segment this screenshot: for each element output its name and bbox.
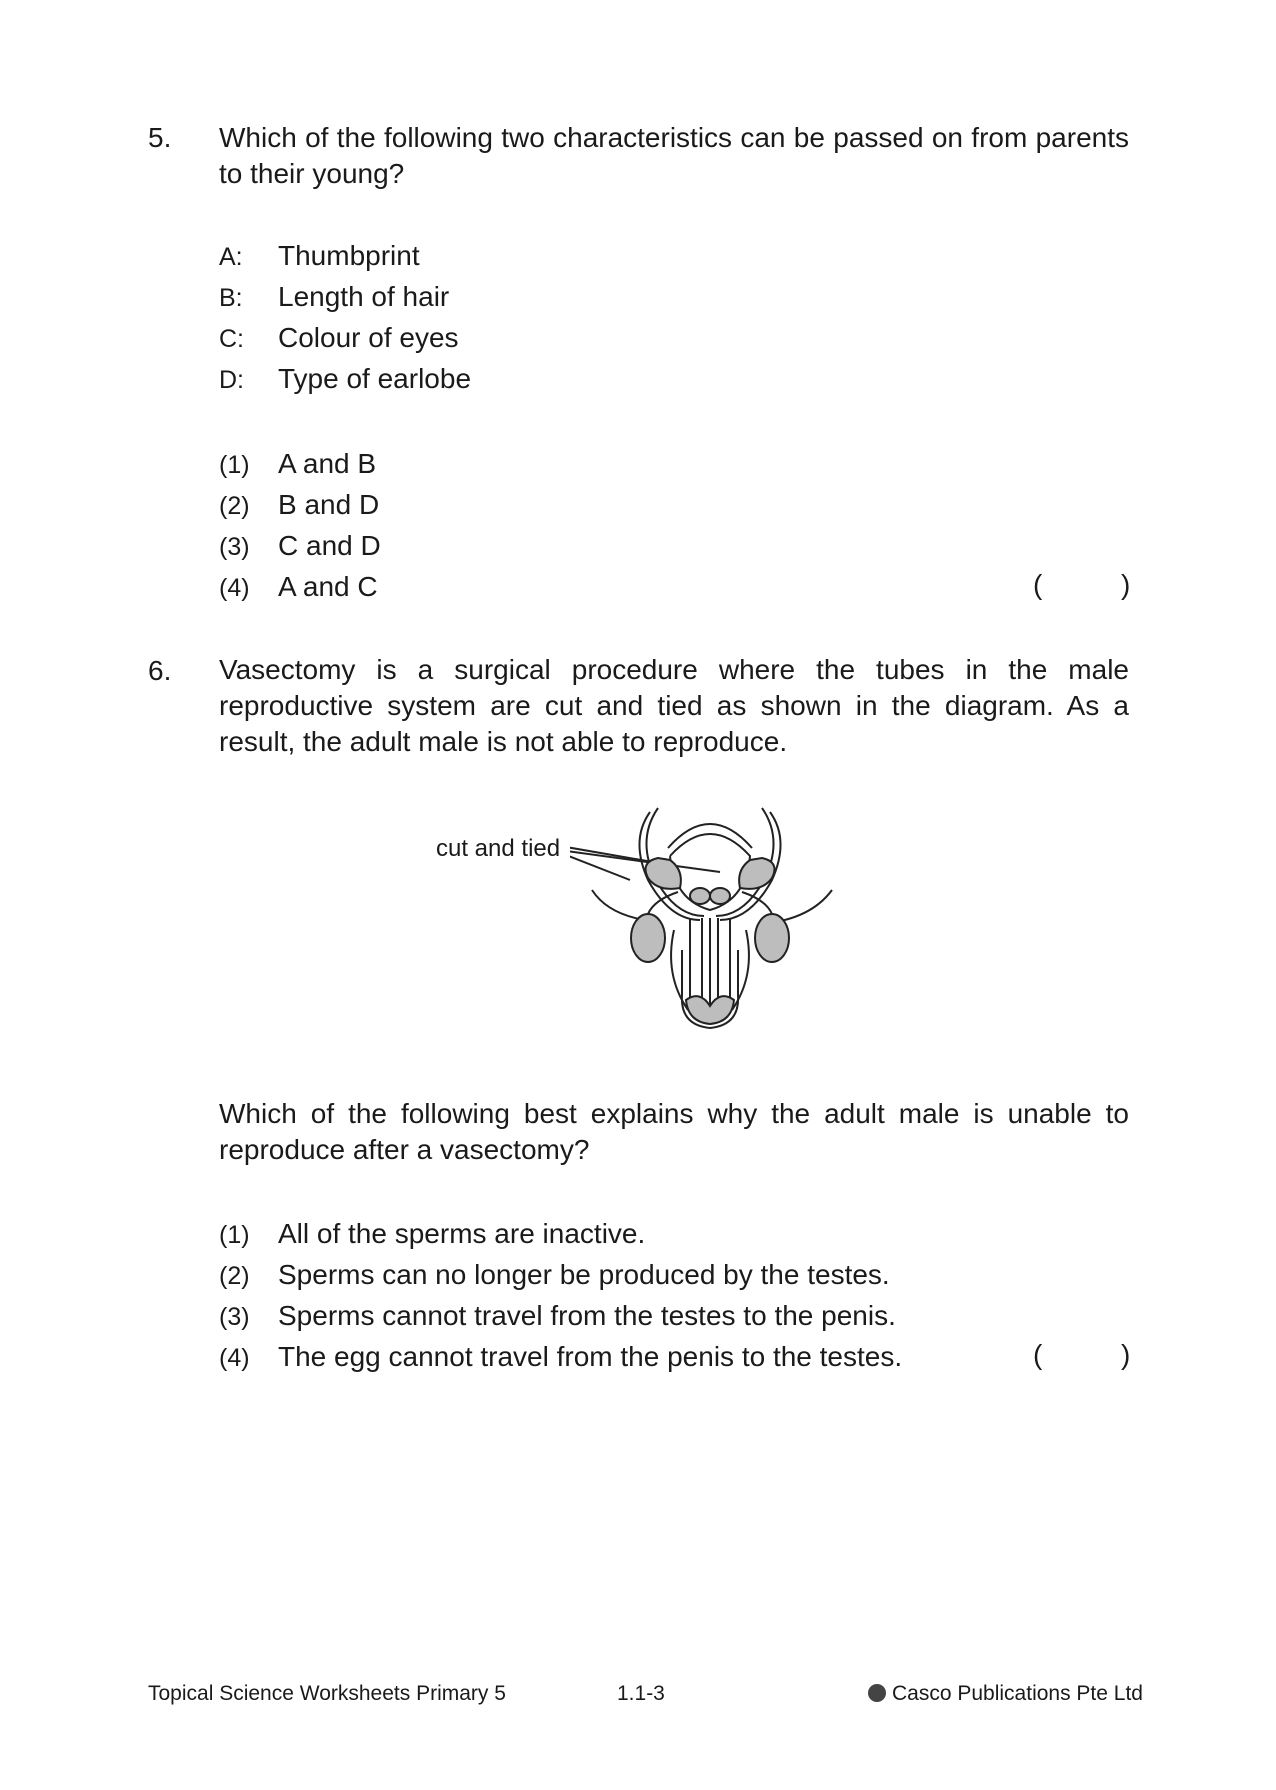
q6-option-1[interactable]	[219, 1216, 645, 1253]
statement-label: B:	[219, 284, 243, 312]
question-6-number: 6.	[148, 655, 172, 686]
bracket-close: )	[1121, 1339, 1131, 1370]
option-label: (3)	[219, 1303, 250, 1331]
statement-label: A:	[219, 243, 243, 271]
option-label: (4)	[219, 574, 250, 602]
diagram-label-cut-and-tied: cut and tied	[436, 835, 561, 862]
option-text: C and D	[278, 530, 381, 561]
statement-d	[219, 361, 471, 398]
option-text: The egg cannot travel from the penis to the testes.	[278, 1341, 903, 1372]
bracket-close: )	[1121, 569, 1131, 600]
bracket-open: (	[1033, 569, 1043, 600]
q5-option-1[interactable]	[219, 446, 376, 483]
publisher-logo-icon	[868, 1684, 886, 1702]
statement-text: Colour of eyes	[278, 322, 459, 353]
footer-right	[868, 1682, 1143, 1706]
option-text: Sperms cannot travel from the testes to the penis.	[278, 1300, 896, 1331]
statement-b	[219, 279, 449, 316]
footer-left: Topical Science Worksheets Primary 5	[148, 1682, 506, 1705]
option-text: All of the sperms are inactive.	[278, 1218, 646, 1249]
page-number: 1.1-3	[617, 1682, 665, 1705]
statement-label: D:	[219, 366, 244, 394]
option-label: (4)	[219, 1344, 250, 1372]
option-label: (1)	[219, 1221, 250, 1249]
option-text: Sperms can no longer be produced by the testes.	[278, 1259, 890, 1290]
question-6-prompt: Which of the following best explains why the adult male is unable to reproduce after a vasectomy?	[219, 1098, 1129, 1165]
question-5-text: Which of the following two characteristics can be passed on from parents to their young?	[219, 122, 1129, 189]
q5-option-4[interactable]	[219, 569, 378, 606]
statement-label: C:	[219, 325, 244, 353]
statement-c	[219, 320, 459, 357]
q6-option-3[interactable]	[219, 1298, 896, 1335]
q5-option-3[interactable]	[219, 528, 381, 565]
q6-option-4[interactable]	[219, 1339, 902, 1376]
publisher-name: Casco Publications Pte Ltd	[892, 1682, 1143, 1705]
option-text: B and D	[278, 489, 380, 520]
question-6-text: Vasectomy is a surgical procedure where the tubes in the male reproductive system are cut and tied as shown in the diagram. As a result, the adult male is not able to reproduce.	[219, 654, 1129, 757]
male-reproductive-system-diagram	[570, 800, 840, 1040]
option-label: (2)	[219, 1262, 250, 1290]
option-text: A and B	[278, 448, 377, 479]
bracket-open: (	[1033, 1339, 1043, 1370]
option-label: (1)	[219, 451, 250, 479]
statement-text: Length of hair	[278, 281, 450, 312]
statement-a	[219, 238, 420, 275]
option-label: (2)	[219, 492, 250, 520]
q5-option-2[interactable]	[219, 487, 379, 524]
statement-text: Type of earlobe	[278, 363, 472, 394]
q6-option-2[interactable]	[219, 1257, 890, 1294]
option-text: A and C	[278, 571, 378, 602]
statement-text: Thumbprint	[278, 240, 420, 271]
question-5-number: 5.	[148, 122, 172, 153]
option-label: (3)	[219, 533, 250, 561]
